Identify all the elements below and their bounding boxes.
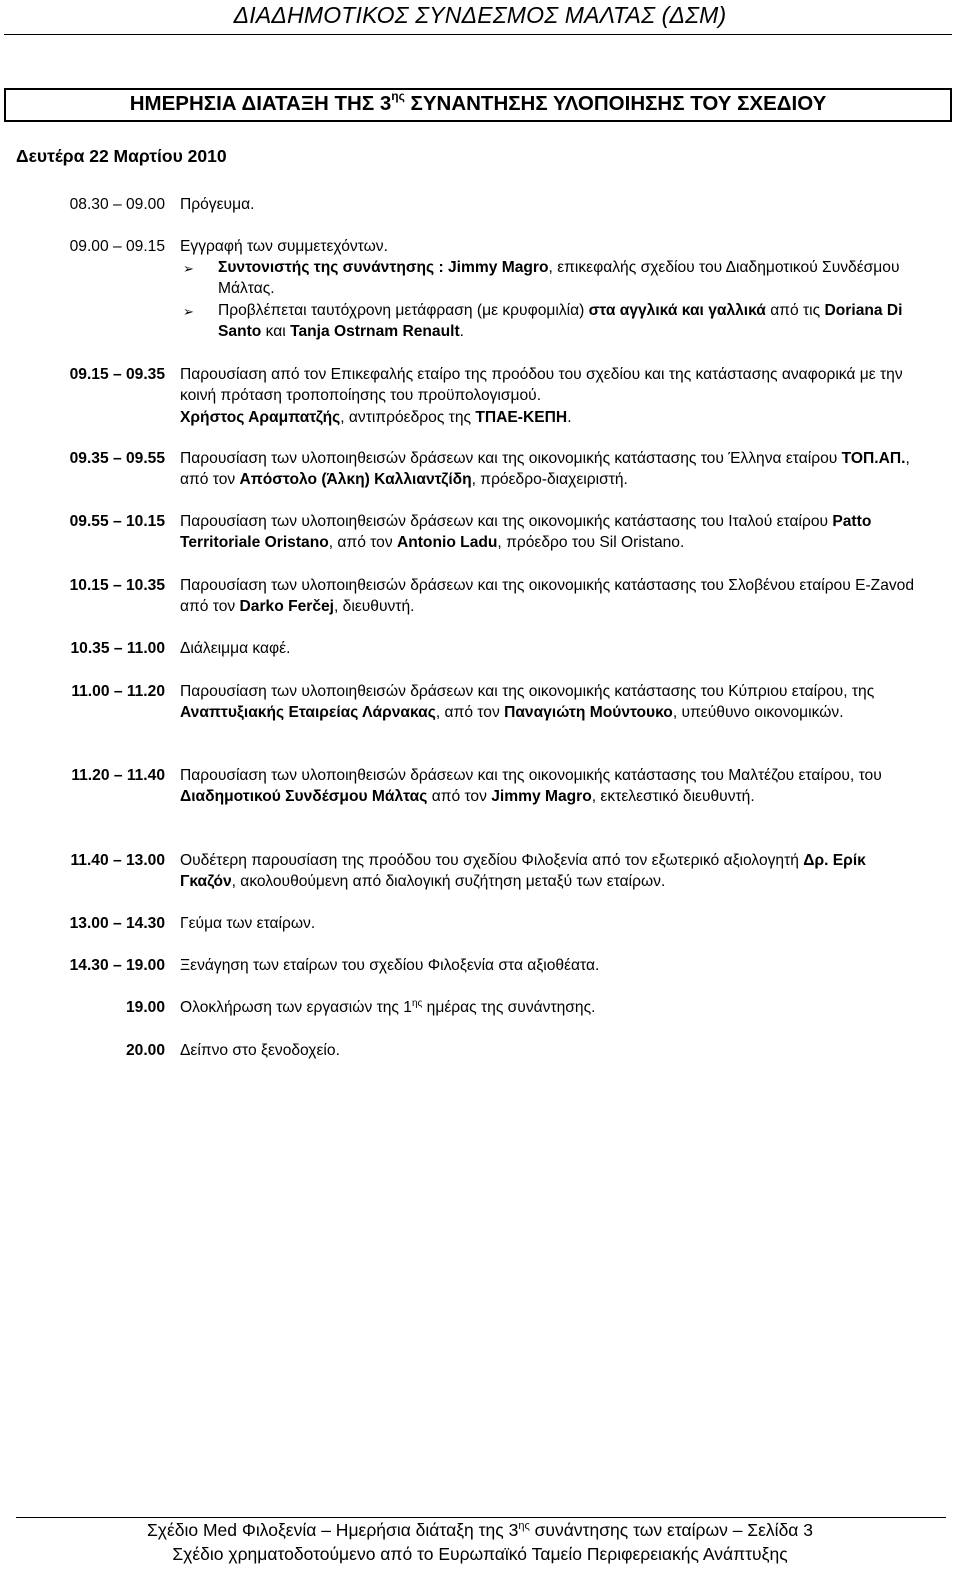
agenda-text: Παρουσίαση από τον Επικεφαλής εταίρο της προόδου του σχεδίου και της κατάστασης αναφορικά με την κοινή πρόταση τροποποίησης του προϋπολογισμού. Χρήστος Αραμπατζής, αντιπρόεδρος της ΤΠΑΕ-ΚΕΠΗ. xyxy=(180,366,903,426)
agenda-text: Ξενάγηση των εταίρων του σχεδίου Φιλοξενία στα αξιοθέατα. xyxy=(180,957,600,974)
footer-divider xyxy=(16,1517,946,1518)
organization-title: ΔΙΑΔΗΜΟΤΙΚΟΣ ΣΥΝΔΕΣΜΟΣ ΜΑΛΤΑΣ (ΔΣΜ) xyxy=(233,2,727,28)
agenda-text: Παρουσίαση των υλοποιηθεισών δράσεων και της οικονομικής κατάστασης του Μαλτέζου εταίρου, του Διαδημοτικού Συνδέσμου Μάλτας από τον Jimmy Magro, εκτελεστικό διευθυντή. xyxy=(180,767,882,806)
agenda-time: 13.00 – 14.30 xyxy=(69,915,165,932)
agenda-text: Ουδέτερη παρουσίαση της προόδου του σχεδίου Φιλοξενία από τον εξωτερικό αξιολογητή Δρ. Ερίκ Γκαζόν, ακολουθούμενη από διαλογική συζήτηση μεταξύ των εταίρων. xyxy=(180,852,866,891)
arrow-bullet-icon: ➢ xyxy=(183,261,194,276)
agenda-text: Παρουσίαση των υλοποιηθεισών δράσεων και της οικονομικής κατάστασης του Ιταλού εταίρου Patto Territoriale Oristano, από τον Antonio Ladu, πρόεδρο του Sil Oristano. xyxy=(180,513,872,552)
agenda-text: Παρουσίαση των υλοποιηθεισών δράσεων και της οικονομικής κατάστασης του Έλληνα εταίρου ΤΟΠ.ΑΠ., από τον Απόστολο (Άλκη) Καλλιαντζίδη, πρόεδρο-διαχειριστή. xyxy=(180,450,910,489)
agenda-time: 19.00 xyxy=(125,999,165,1016)
translation-bullet: ➢ Προβλέπεται ταυτόχρονη μετάφραση (με κρυφομιλία) στα αγγλικά και γαλλικά από τις Doriana Di Santo και Tanja Ostrnam Renault. xyxy=(183,302,903,341)
agenda-text: Πρόγευμα. xyxy=(180,196,255,213)
agenda-time: 09.15 – 09.35 xyxy=(69,366,165,383)
agenda-text: Παρουσίαση των υλοποιηθεισών δράσεων και της οικονομικής κατάστασης του Κύπριου εταίρου, της Αναπτυξιακής Εταιρείας Λάρνακας, από τον Παναγιώτη Μούντουκο, υπεύθυνο οικονομικών. xyxy=(180,683,875,722)
agenda-time: 10.15 – 10.35 xyxy=(69,577,165,594)
agenda-text: Διάλειμμα καφέ. xyxy=(180,640,291,657)
meeting-date: Δευτέρα 22 Μαρτίου 2010 xyxy=(16,146,227,166)
footer-line-1: Σχέδιο Med Φιλοξενία – Ημερήσια διάταξη της $3^{\eta\varsigma}$ συνάντησης των εταίρων – Σελίδα 3 xyxy=(146,1520,814,1540)
agenda-text: Ολοκλήρωση των εργασιών της $1^{\eta\varsigma}$ ημέρας της συνάντησης. xyxy=(180,998,596,1016)
agenda-text: Δείπνο στο ξενοδοχείο. xyxy=(180,1042,340,1059)
coordinator-bullet: ➢ Συντονιστής της συνάντησης : Jimmy Magro, επικεφαλής σχεδίου του Διαδημοτικού Συνδέσμου Μάλτας. xyxy=(183,259,900,298)
arrow-bullet-icon: ➢ xyxy=(183,304,194,319)
agenda-text: Εγγραφή των συμμετεχόντων. xyxy=(180,238,388,255)
agenda-time: 20.00 xyxy=(125,1042,165,1059)
agenda-time: 10.35 – 11.00 xyxy=(70,640,165,657)
agenda-time: 14.30 – 19.00 xyxy=(69,957,165,974)
agenda-time: 08.30 – 09.00 xyxy=(69,196,165,213)
agenda-time: 09.00 – 09.15 xyxy=(69,238,165,255)
header-divider xyxy=(4,34,952,35)
agenda-title: ΗΜΕΡΗΣΙΑ ΔΙΑΤΑΞΗ ΤΗΣ $3^{\eta\varsigma}$ ΣΥΝΑΝΤΗΣΗΣ ΥΛΟΠΟΙΗΣΗΣ ΤΟΥ ΣΧΕΔΙΟΥ xyxy=(129,89,827,115)
agenda-time: 09.55 – 10.15 xyxy=(69,513,165,530)
footer-line-2: Σχέδιο χρηματοδοτούμενο από το Ευρωπαϊκό Ταμείο Περιφερειακής Ανάπτυξης xyxy=(172,1544,788,1564)
agenda-time: 09.35 – 09.55 xyxy=(69,450,165,467)
agenda-time: 11.00 – 11.20 xyxy=(71,683,165,700)
agenda-time: 11.40 – 13.00 xyxy=(70,852,165,869)
agenda-time: 11.20 – 11.40 xyxy=(71,767,165,784)
agenda-text: Παρουσίαση των υλοποιηθεισών δράσεων και της οικονομικής κατάστασης του Σλοβένου εταίρου E-Zavod από τον Darko Ferčej, διευθυντή. xyxy=(180,577,915,616)
agenda-text: Γεύμα των εταίρων. xyxy=(180,915,316,932)
